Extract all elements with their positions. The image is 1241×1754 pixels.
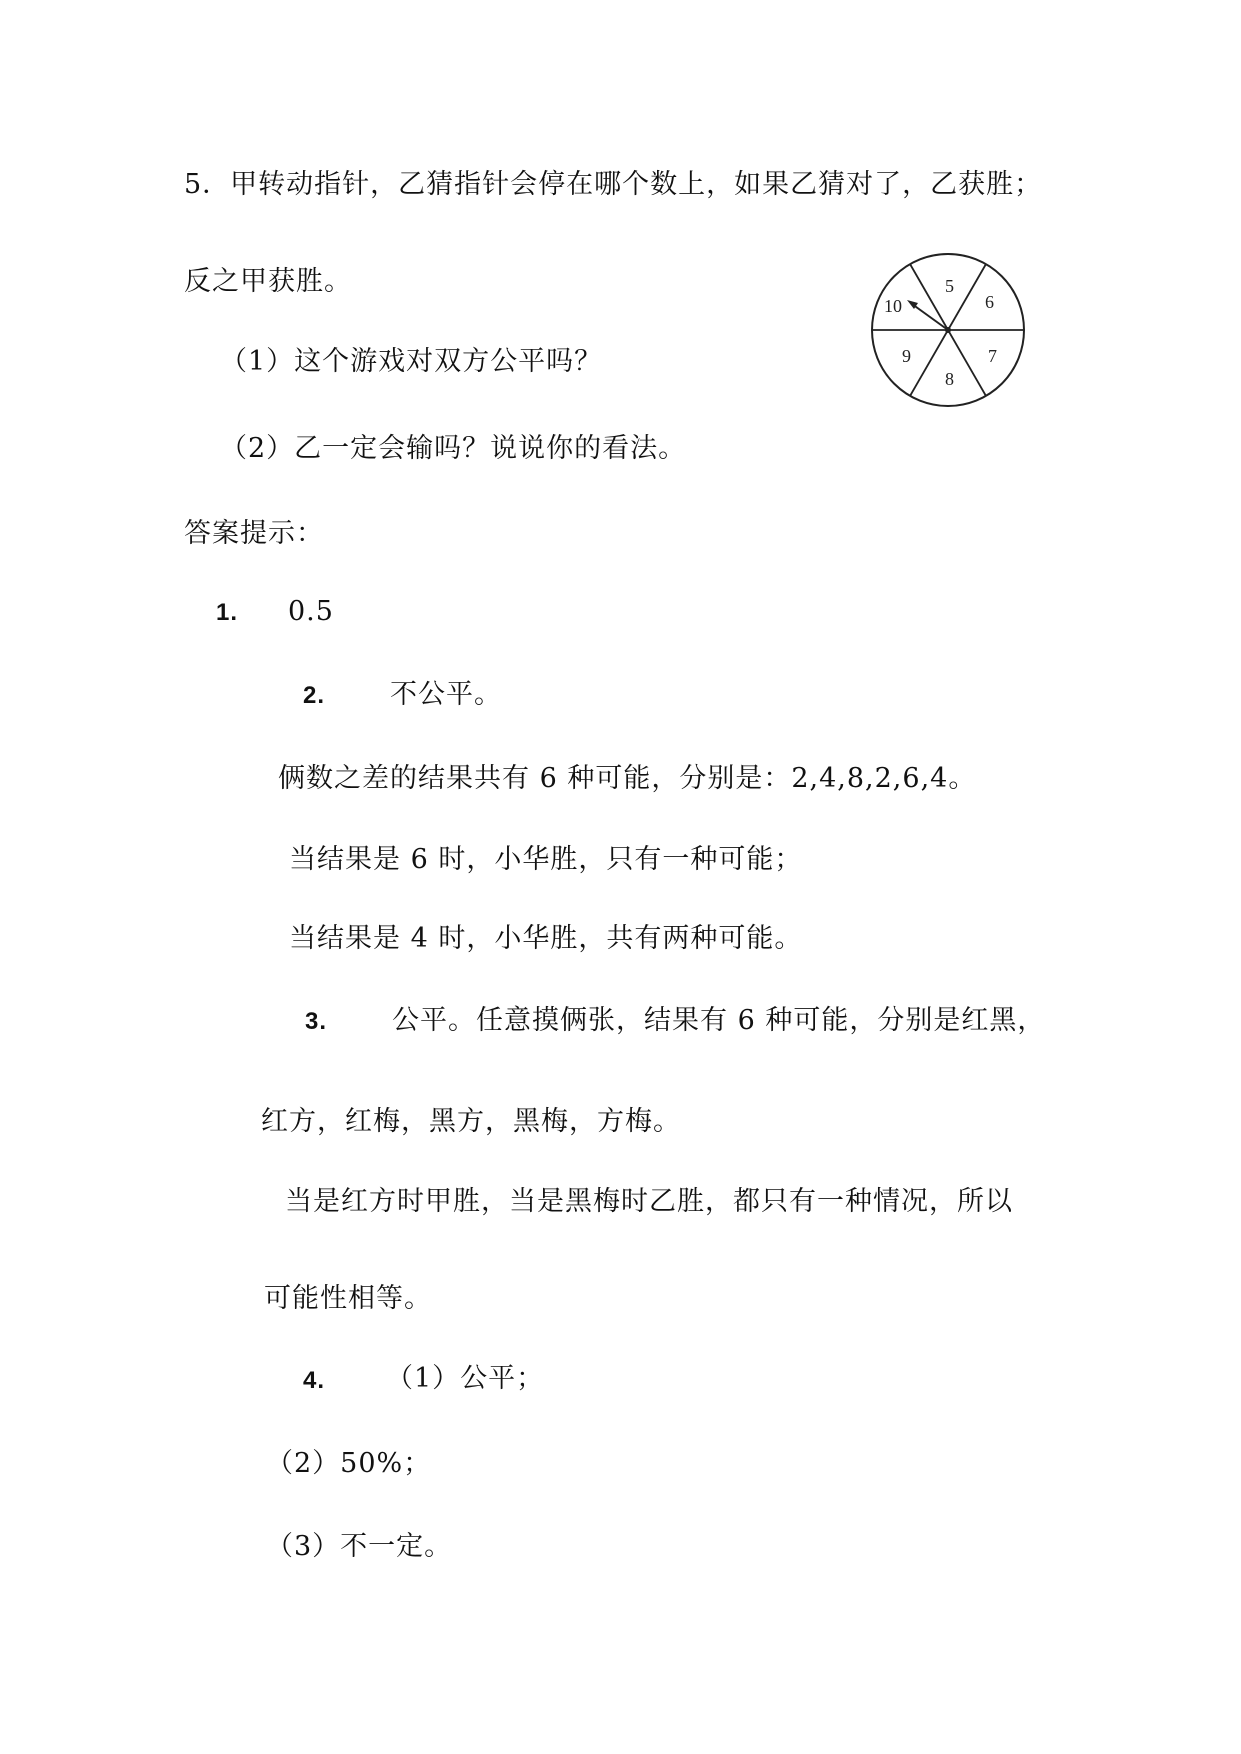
answer-2-line-2: 当结果是 6 时，小华胜，只有一种可能； [289, 844, 803, 875]
sector-label-9: 9 [902, 346, 911, 366]
answer-4-line-2: （3）不一定。 [266, 1531, 453, 1562]
answer-4-text: （1）公平； [386, 1363, 545, 1394]
answer-3-number: 3. [305, 1008, 328, 1035]
answer-2-line-1: 俩数之差的结果共有 6 种可能，分别是：2,4,8,2,6,4。 [278, 763, 977, 794]
answer-1-text: 0.5 [288, 596, 334, 627]
question-line-2: 反之甲获胜。 [184, 266, 352, 297]
sector-label-7: 7 [988, 346, 997, 366]
answers-heading: 答案提示： [184, 518, 324, 549]
spinner-pointer [912, 304, 948, 330]
sector-label-6: 6 [985, 292, 994, 312]
question-part-2: （2）乙一定会输吗？说说你的看法。 [220, 433, 687, 464]
question-part-1: （1）这个游戏对双方公平吗？ [220, 346, 603, 377]
answer-3-line-2: 当是红方时甲胜，当是黑梅时乙胜，都只有一种情况，所以 [285, 1186, 1013, 1217]
sector-label-5: 5 [945, 276, 954, 296]
answer-4-number: 4. [303, 1367, 326, 1394]
spinner-hub [945, 327, 951, 333]
spinner-wheel [868, 250, 1028, 410]
answer-3-text: 公平。任意摸俩张，结果有 6 种可能，分别是红黑， [392, 1005, 1046, 1036]
question-line-1: 5．甲转动指针，乙猜指针会停在哪个数上，如果乙猜对了，乙获胜； [184, 169, 1043, 200]
answer-2-line-3: 当结果是 4 时，小华胜，共有两种可能。 [289, 923, 803, 954]
answer-2-number: 2. [303, 682, 326, 709]
sector-label-10: 10 [884, 296, 902, 316]
sector-label-8: 8 [945, 369, 954, 389]
answer-3-line-1: 红方，红梅，黑方，黑梅，方梅。 [261, 1106, 681, 1137]
answer-4-line-1: （2）50%； [266, 1448, 432, 1479]
answer-2-text: 不公平。 [390, 679, 502, 710]
answer-3-line-3: 可能性相等。 [264, 1283, 432, 1314]
answer-1-number: 1. [216, 599, 239, 626]
